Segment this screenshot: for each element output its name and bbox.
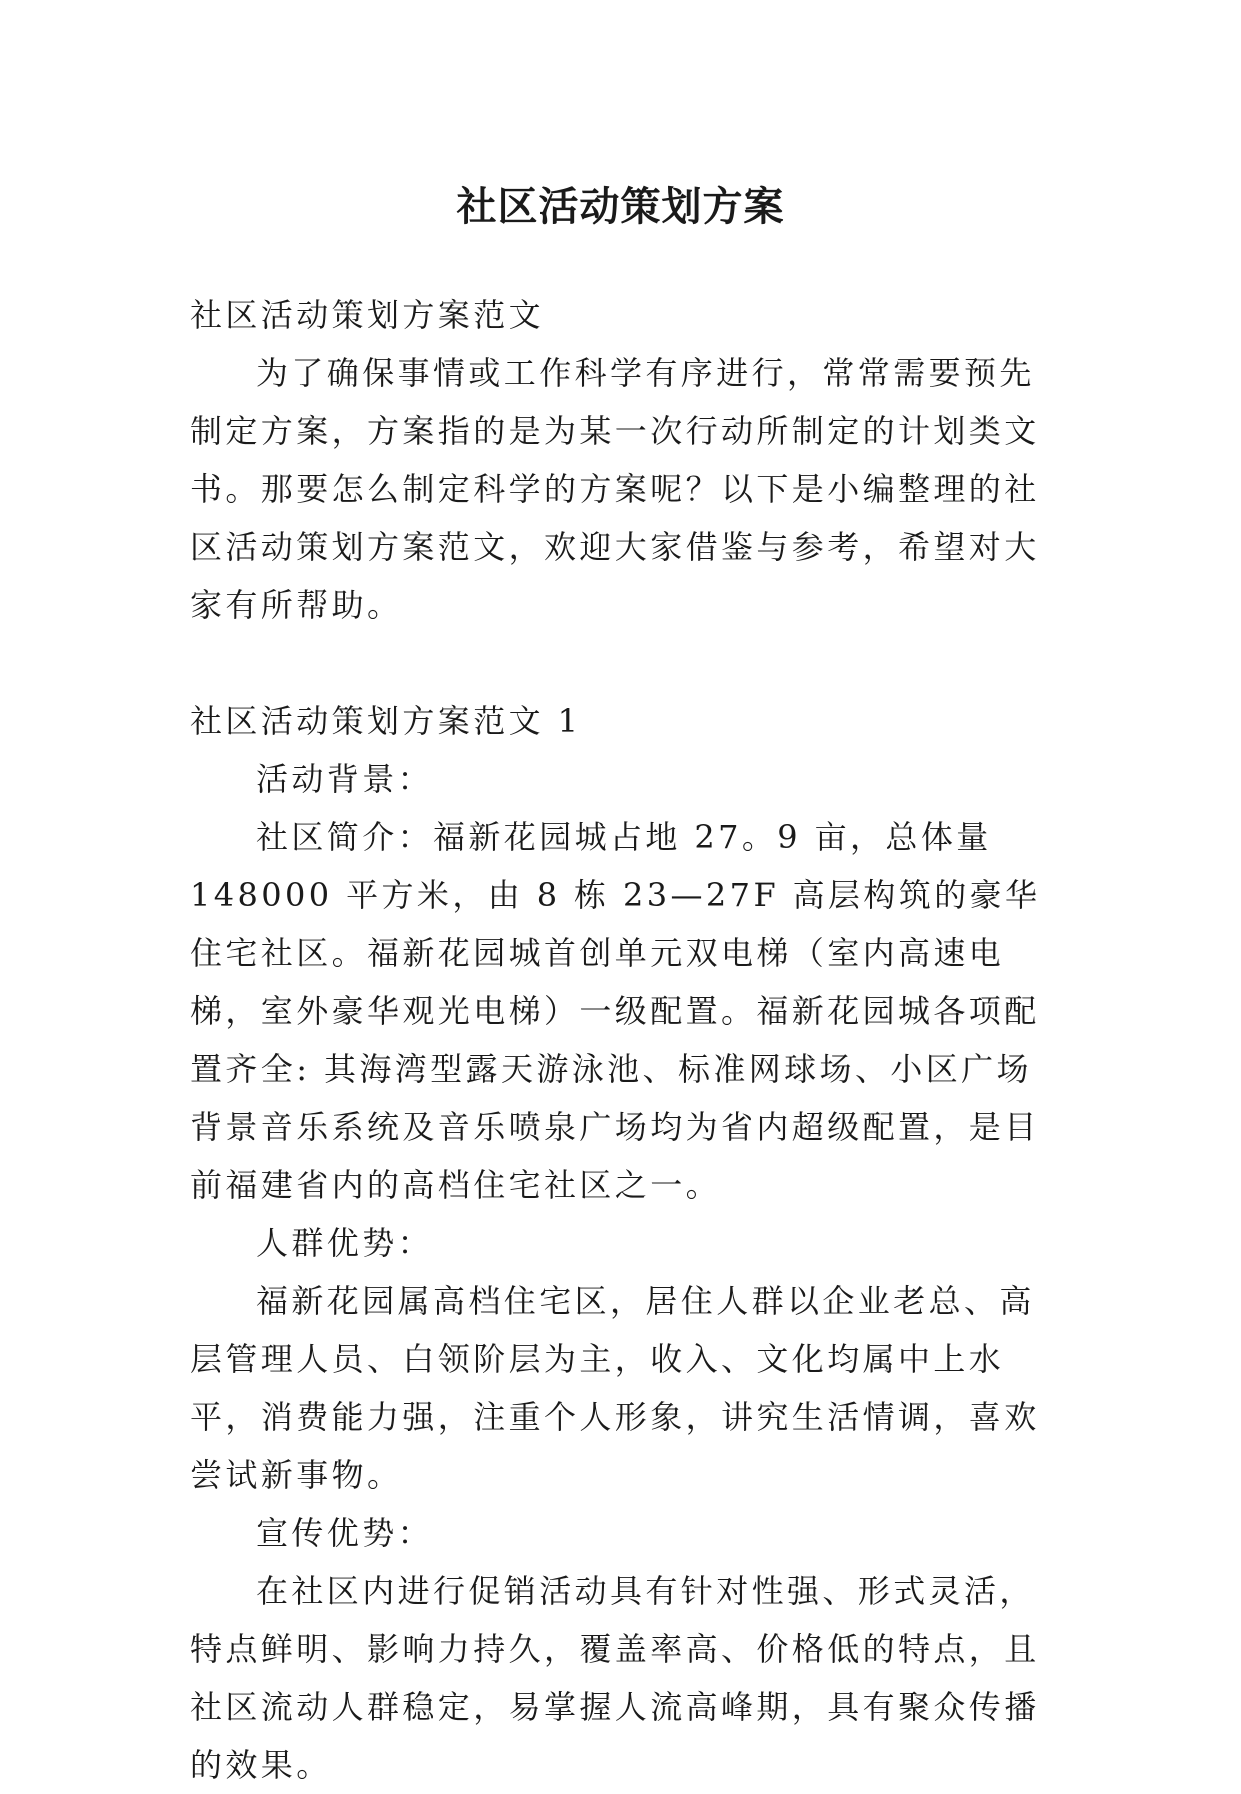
promo-label: 宣传优势： — [256, 1514, 434, 1552]
intro-paragraph: 为了确保事情或工作科学有序进行，常常需要预先制定方案，方案指的是为某一次行动所制定的计划类文书。那要怎么制定科学的方案呢？以下是小编整理的社区活动策划方案范文，欢迎大家借鉴与参考，希望对大家有所帮助。 — [190, 354, 1040, 624]
community-intro-paragraph: 社区简介：福新花园城占地 27。9 亩，总体量 148000 平方米，由 8 栋 23—27F 高层构筑的豪华住宅社区。福新花园城首创单元双电梯（室内高速电梯，室外豪华观光电梯）一级配置。福新花园城各项配置齐全: 其海湾型露天游泳池、标准网球场、小区广场背景音乐系统及音乐喷泉广场均为省内超级配置，是目前福建省内的高档住宅社区之一。 — [190, 818, 1041, 1204]
paragraph-gap — [190, 634, 1056, 692]
promo-paragraph: 在社区内进行促销活动具有针对性强、形式灵活，特点鲜明、影响力持久，覆盖率高、价格低的特点，且社区流动人群稳定，易掌握人流高峰期，具有聚众传播的效果。 — [190, 1572, 1040, 1784]
document-body — [190, 286, 1056, 1794]
section-heading: 社区活动策划方案范文 1 — [190, 702, 582, 740]
crowd-paragraph: 福新花园属高档住宅区，居住人群以企业老总、高层管理人员、白领阶层为主，收入、文化均属中上水平，消费能力强，注重个人形象，讲究生活情调，喜欢尝试新事物。 — [190, 1282, 1040, 1494]
background-label: 活动背景： — [256, 760, 434, 798]
document-title: 社区活动策划方案 — [456, 182, 785, 230]
crowd-label: 人群优势： — [256, 1224, 434, 1262]
subtitle: 社区活动策划方案范文 — [190, 296, 545, 334]
